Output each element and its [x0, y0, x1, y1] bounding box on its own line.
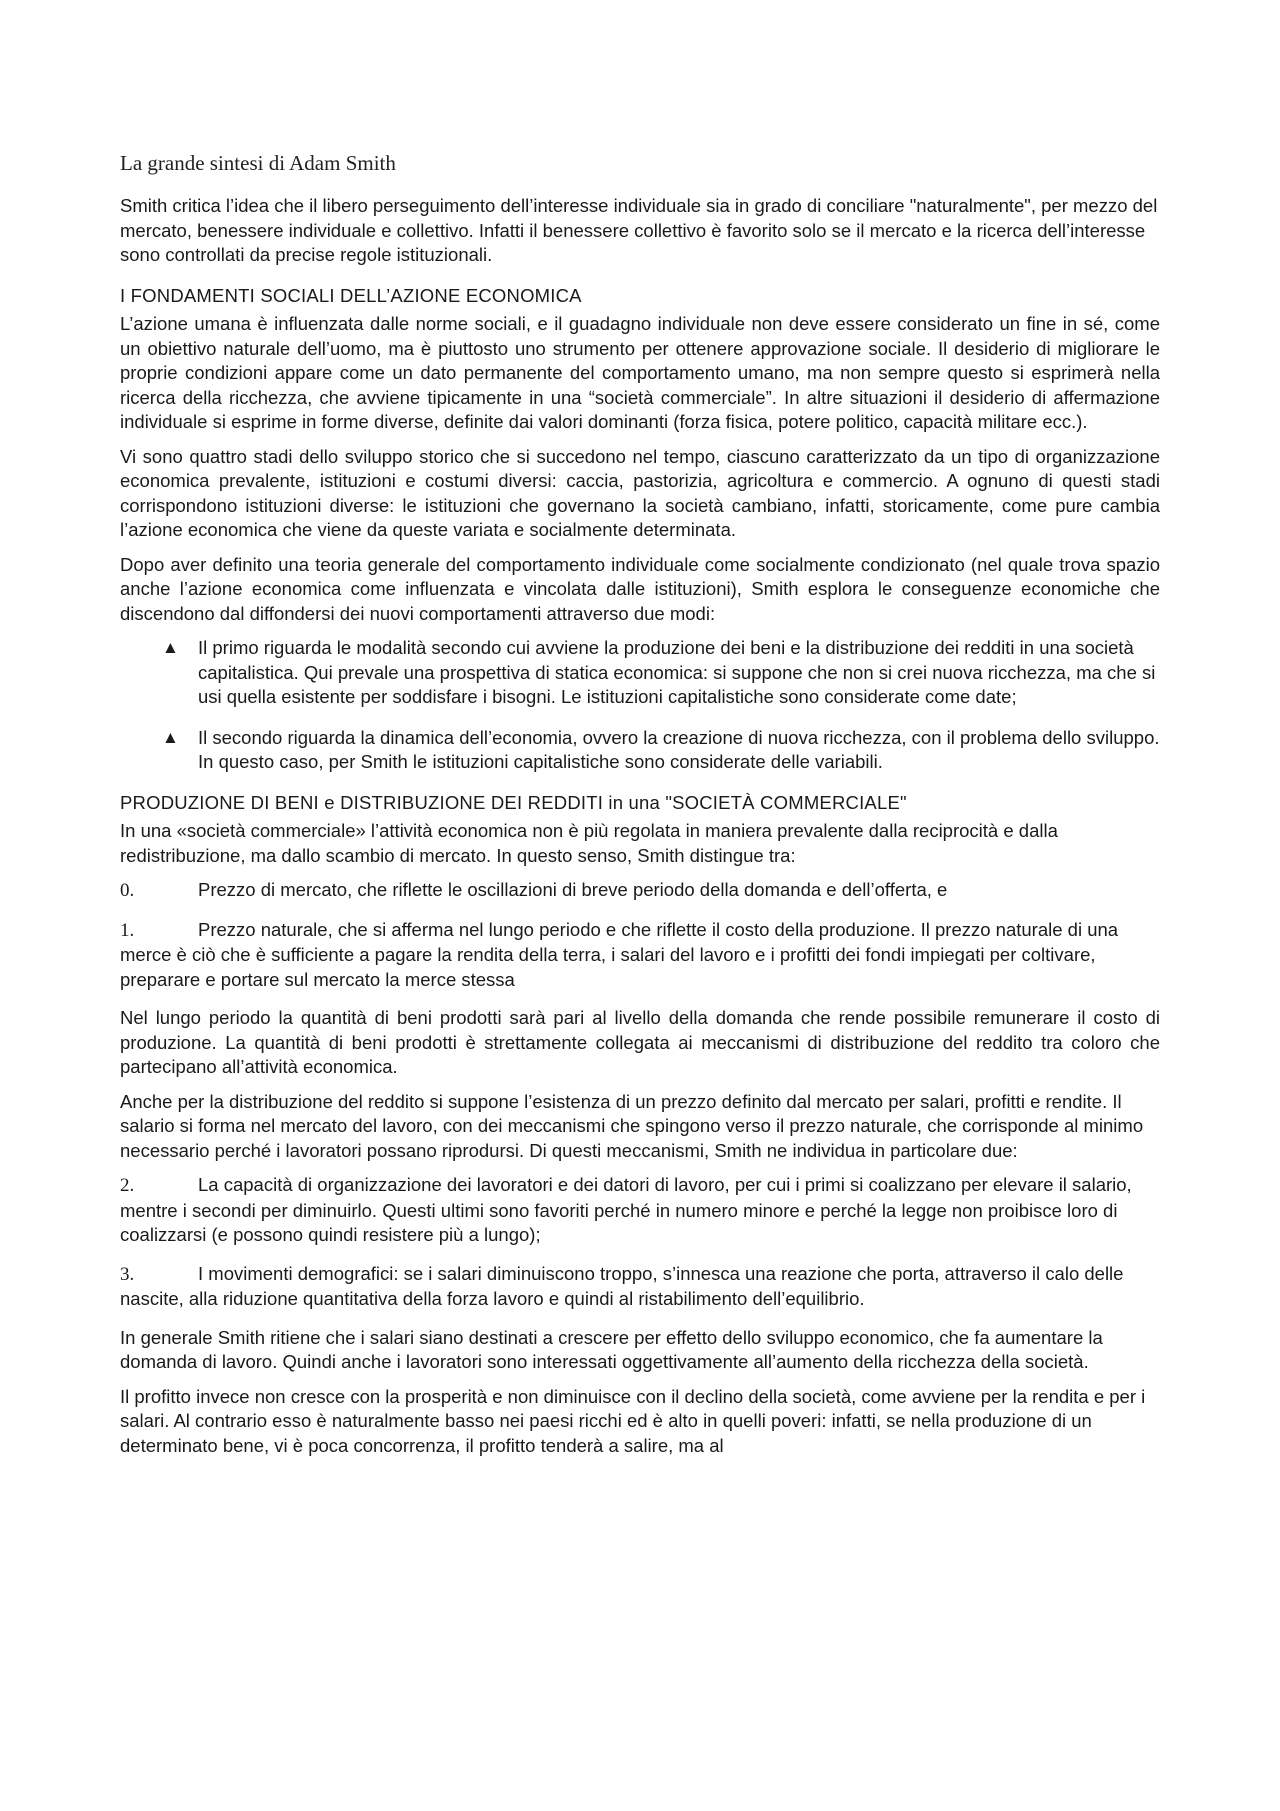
- intro-paragraph: Smith critica l’idea che il libero perseguimento dell’interesse individuale sia in grado di conciliare "naturalmente", per mezzo del mercato, benessere individuale e collettivo. Infatti il benessere collettivo è favorito solo se il mercato e la ricerca dell’interesse sono controllati da precise regole istituzionali.: [120, 195, 1158, 265]
- page-title: La grande sintesi di Adam Smith: [120, 151, 396, 175]
- paragraph: In generale Smith ritiene che i salari siano destinati a crescere per effetto dello sviluppo economico, che fa aumentare la domanda di lavoro. Quindi anche i lavoratori sono interessati oggettivamente all’aumento della ricchezza della società.: [120, 1326, 1103, 1372]
- section-heading-fondamenti: I FONDAMENTI SOCIALI DELL’AZIONE ECONOMICA: [120, 284, 582, 306]
- numbered-item: [120, 878, 1160, 904]
- numbered-item: [120, 1173, 1160, 1248]
- paragraph: L’azione umana è influenzata dalle norme sociali, e il guadagno individuale non deve essere considerato un fine in sé, come un obiettivo naturale dell’uomo, ma è piuttosto uno strumento per ottenere approvazione sociale. Il desiderio di migliorare le proprie condizioni appare come un dato permanente del comportamento umano, ma non sempre questo si esprimerà nella ricerca della ricchezza, che avviene tipicamente in una “società commerciale”. In altre situazioni il desiderio di affermazione individuale si esprime in forme diverse, definite dai valori dominanti (forza fisica, potere politico, capacità militare ecc.).: [120, 313, 1160, 432]
- paragraph: Nel lungo periodo la quantità di beni prodotti sarà pari al livello della domanda che rende possibile remunerare il costo di produzione. La quantità di beni prodotti è strettamente collegata ai meccanismi di distribuzione del reddito tra coloro che partecipano all’attività economica.: [120, 1007, 1160, 1077]
- list-item: [120, 726, 1160, 775]
- triangle-bullet-icon: ▲: [162, 727, 179, 747]
- paragraph: In una «società commerciale» l’attività economica non è più regolata in maniera prevalente dalla reciprocità e dalla redistribuzione, ma dallo scambio di mercato. In questo senso, Smith distingue tra:: [120, 820, 1058, 866]
- paragraph: Vi sono quattro stadi dello sviluppo storico che si succedono nel tempo, ciascuno caratterizzato da un tipo di organizzazione economica prevalente, istituzioni e costumi diversi: caccia, pastorizia, agricoltura e commercio. A ognuno di questi stadi corrispondono istituzioni diverse: le istituzioni che governano la società cambiano, infatti, storicamente, come pure cambia l’azione economica che viene da queste variata e socialmente determinata.: [120, 445, 1160, 540]
- paragraph: Dopo aver definito una teoria generale del comportamento individuale come socialmente condizionato (nel quale trova spazio anche l’azione economica come influenzata e vincolata dalle istituzioni), Smith esplora le conseguenze economiche che discendono dal diffondersi dei nuovi comportamenti attraverso due modi:: [120, 553, 1160, 624]
- item-number: 3.: [120, 1263, 135, 1285]
- section-heading-produzione: PRODUZIONE DI BENI e DISTRIBUZIONE DEI REDDITI in una "SOCIETÀ COMMERCIALE": [120, 791, 907, 813]
- triangle-bullet-icon: ▲: [162, 638, 179, 657]
- item-text: Prezzo naturale, che si afferma nel lungo periodo e che riflette il costo della produzione. Il prezzo naturale di una merce è ciò che è sufficiente a pagare la rendita della terra, i salari del lavoro e i profitti dei fondi impiegati per coltivare, preparare e portare sul mercato la merce stessa: [120, 918, 1119, 990]
- paragraph: Anche per la distribuzione del reddito si suppone l’esistenza di un prezzo definito dal mercato per salari, profitti e rendite. Il salario si forma nel mercato del lavoro, con dei meccanismi che spingono verso il prezzo naturale, che corrisponde al minimo necessario perché i lavoratori possano riprodursi. Di questi meccanismi, Smith ne individua in particolare due:: [120, 1090, 1144, 1161]
- item-text: Prezzo di mercato, che riflette le oscillazioni di breve periodo della domanda e dell’offerta, e: [198, 879, 948, 900]
- item-number: 2.: [120, 1175, 135, 1196]
- list-item-text: Il primo riguarda le modalità secondo cui avviene la produzione dei beni e la distribuzione dei redditi in una società capitalistica. Qui prevale una prospettiva di statica economica: si suppone che non si crei nuova ricchezza, ma che si usi quella esistente per soddisfare i bisogni. Le istituzioni capitalistiche sono considerate come date;: [198, 637, 1156, 707]
- document-page: [120, 150, 1160, 1468]
- item-number: 1.: [120, 919, 135, 941]
- paragraph: Il profitto invece non cresce con la prosperità e non diminuisce con il declino della società, come avviene per la rendita e per i salari. Al contrario esso è naturalmente basso nei paesi ricchi ed è alto in quelli poveri: infatti, se nella produzione di un determinato bene, vi è poca concorrenza, il profitto tenderà a salire, ma al: [120, 1385, 1146, 1456]
- item-text: I movimenti demografici: se i salari diminuiscono troppo, s’innesca una reazione che porta, attraverso il calo delle nascite, alla riduzione quantitativa della forza lavoro e quindi al ristabilimento dell’equilibrio.: [120, 1262, 1124, 1309]
- list-item-text: Il secondo riguarda la dinamica dell’economia, ovvero la creazione di nuova ricchezza, con il problema dello sviluppo. In questo caso, per Smith le istituzioni capitalistiche sono considerate delle variabili.: [198, 726, 1160, 772]
- numbered-item: [120, 918, 1160, 993]
- item-number: 0.: [120, 880, 135, 901]
- list-item: [120, 636, 1160, 710]
- item-text: La capacità di organizzazione dei lavoratori e dei datori di lavoro, per cui i primi si coalizzano per elevare il salario, mentre i secondi per diminuirlo. Questi ultimi sono favoriti perché in numero minore e perché la legge non proibisce loro di coalizzarsi (e possono quindi resistere più a lungo);: [120, 1174, 1132, 1245]
- numbered-item: [120, 1262, 1160, 1312]
- bullet-list: [120, 636, 1160, 775]
